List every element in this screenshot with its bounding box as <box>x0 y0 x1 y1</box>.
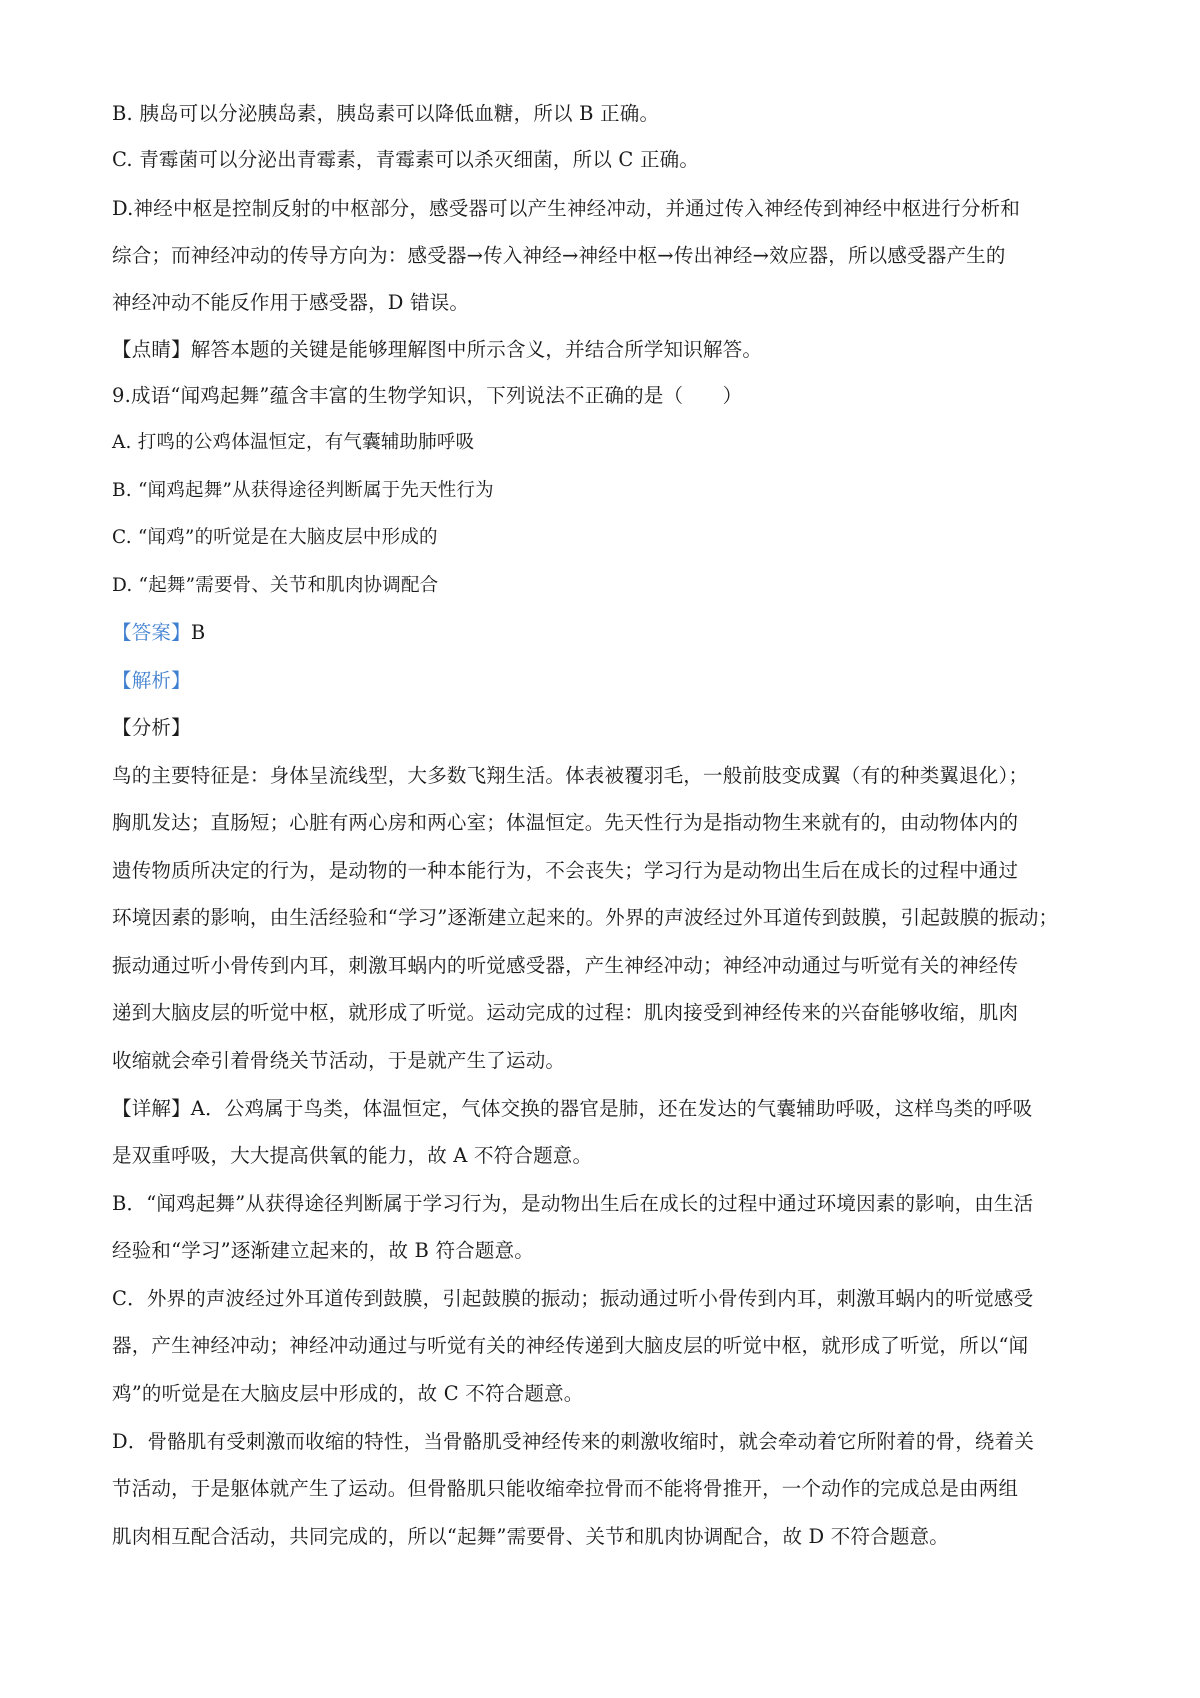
detail-line: B．“闻鸡起舞”从获得途径判断属于学习行为，是动物出生后在成长的过程中通过环境因素的影响，由生活 <box>112 1192 1034 1215</box>
analysis-label: 【解析】 <box>112 669 191 692</box>
detail-line: 肌肉相互配合活动，共同完成的，所以“起舞”需要骨、关节和肌肉协调配合，故 D 不符合题意。 <box>112 1525 949 1548</box>
tip-paragraph: 【点睛】解答本题的关键是能够理解图中所示含义，并结合所学知识解答。 <box>112 338 763 361</box>
detail-line: 【详解】A．公鸡属于鸟类，体温恒定，气体交换的器官是肺，还在发达的气囊辅助呼吸，这样鸟类的呼吸 <box>112 1097 1033 1120</box>
option-d-explanation-line-3: 神经冲动不能反作用于感受器，D 错误。 <box>112 291 470 314</box>
question-option-a: A. 打鸣的公鸡体温恒定，有气囊辅助肺呼吸 <box>112 432 475 453</box>
option-b-explanation: B. 胰岛可以分泌胰岛素，胰岛素可以降低血糖，所以 B 正确。 <box>112 102 660 125</box>
detail-line: 鸡”的听觉是在大脑皮层中形成的，故 C 不符合题意。 <box>112 1382 584 1405</box>
question-option-c: C. “闻鸡”的听觉是在大脑皮层中形成的 <box>112 527 438 548</box>
question-option-b: B. “闻鸡起舞”从获得途径判断属于先天性行为 <box>112 480 494 501</box>
detail-line: 是双重呼吸，大大提高供氧的能力，故 A 不符合题意。 <box>112 1144 593 1167</box>
question-stem: 9.成语“闻鸡起舞”蕴含丰富的生物学知识，下列说法不正确的是（ ） <box>112 384 743 407</box>
fenxi-label: 【分析】 <box>112 716 191 739</box>
fenxi-line: 收缩就会牵引着骨绕关节活动，于是就产生了运动。 <box>112 1049 566 1072</box>
fenxi-line: 胸肌发达；直肠短；心脏有两心房和两心室；体温恒定。先天性行为是指动物生来就有的，由动物体内的 <box>112 811 1019 834</box>
answer-row <box>112 621 1102 645</box>
fenxi-line: 遗传物质所决定的行为，是动物的一种本能行为，不会丧失；学习行为是动物出生后在成长的过程中通过 <box>112 859 1019 882</box>
option-c-explanation: C. 青霉菌可以分泌出青霉素，青霉素可以杀灭细菌，所以 C 正确。 <box>112 148 700 171</box>
option-d-explanation-line-1: D.神经中枢是控制反射的中枢部分，感受器可以产生神经冲动，并通过传入神经传到神经中枢进行分析和 <box>112 197 1021 220</box>
detail-line: D．骨骼肌有受刺激而收缩的特性，当骨骼肌受神经传来的刺激收缩时，就会牵动着它所附着的骨，绕着关 <box>112 1430 1035 1453</box>
detail-line: C．外界的声波经过外耳道传到鼓膜，引起鼓膜的振动；振动通过听小骨传到内耳，刺激耳蜗内的听觉感受 <box>112 1287 1034 1310</box>
question-option-d: D. “起舞”需要骨、关节和肌肉协调配合 <box>112 575 439 596</box>
detail-line: 器，产生神经冲动；神经冲动通过与听觉有关的神经传递到大脑皮层的听觉中枢，就形成了听觉，所以“闻 <box>112 1334 1029 1357</box>
option-d-explanation-line-2: 综合；而神经冲动的传导方向为：感受器→传入神经→神经中枢→传出神经→效应器，所以感受器产生的 <box>112 244 1006 267</box>
answer-label: 【答案】 <box>112 621 191 644</box>
detail-line: 经验和“学习”逐渐建立起来的，故 B 符合题意。 <box>112 1239 534 1262</box>
fenxi-line: 振动通过听小骨传到内耳，刺激耳蜗内的听觉感受器，产生神经冲动；神经冲动通过与听觉有关的神经传 <box>112 954 1019 977</box>
fenxi-line: 环境因素的影响，由生活经验和“学习”逐渐建立起来的。外界的声波经过外耳道传到鼓膜，引起鼓膜的振动； <box>112 906 1059 929</box>
fenxi-line: 递到大脑皮层的听觉中枢，就形成了听觉。运动完成的过程：肌肉接受到神经传来的兴奋能够收缩，肌肉 <box>112 1001 1019 1024</box>
detail-line: 节活动，于是躯体就产生了运动。但骨骼肌只能收缩牵拉骨而不能将骨推开，一个动作的完成总是由两组 <box>112 1477 1019 1500</box>
answer-value: B <box>190 621 206 644</box>
fenxi-line: 鸟的主要特征是：身体呈流线型，大多数飞翔生活。体表被覆羽毛，一般前肢变成翼（有的种类翼退化）； <box>112 764 1029 787</box>
